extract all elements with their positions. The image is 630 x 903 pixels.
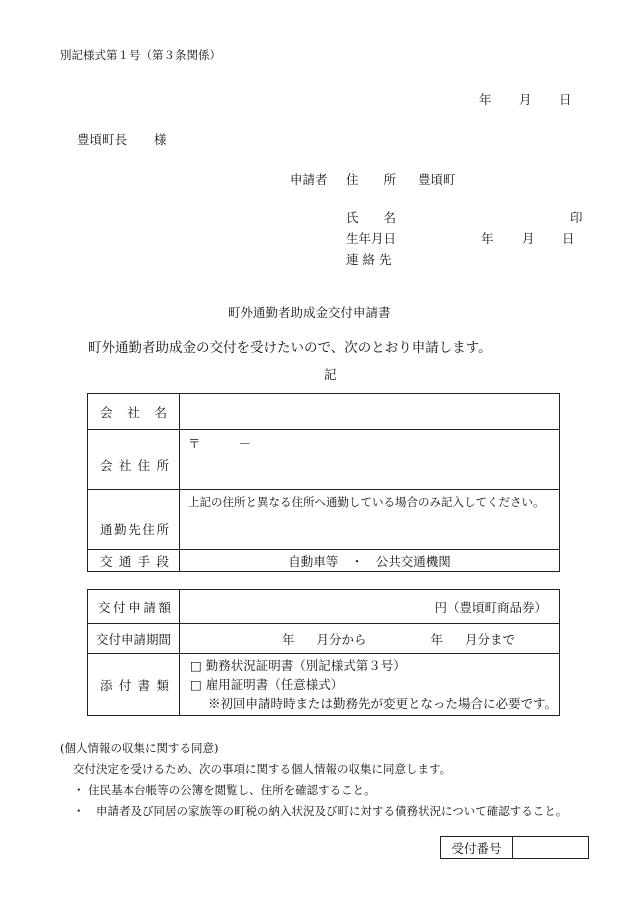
birthdate-label: 生年月日 — [346, 231, 397, 246]
seal-mark: 印 — [570, 210, 583, 225]
birth-day-label: 日 — [562, 231, 575, 246]
receipt-number-box — [440, 836, 589, 859]
amount-field[interactable]: 円（豊頃町商品券） — [180, 590, 560, 624]
receipt-number-field[interactable] — [513, 837, 589, 859]
postal-dash: － — [238, 436, 251, 451]
transport-options[interactable]: 自動車等 ・ 公共交通機関 — [180, 550, 560, 572]
table-row — [88, 624, 560, 654]
attachment-employment-certificate[interactable]: □ 雇用証明書（任意様式） — [190, 677, 344, 692]
period-from-year: 年 — [282, 631, 295, 647]
consent-item-tax: ・ 申請者及び同居の家族等の町税の納入状況及び町に対する債務状況について確認すること。 — [73, 804, 568, 818]
birth-year-label: 年 — [481, 231, 494, 246]
period-to-month: 月分まで — [464, 631, 515, 647]
attachments-label: 添 付 書 類 — [88, 654, 180, 716]
intro-sentence: 町外通勤者助成金の交付を受けたいので、次のとおり申請します。 — [88, 340, 492, 356]
attachments-field — [180, 654, 560, 716]
date-year-label: 年 — [479, 92, 492, 107]
table-row — [88, 654, 560, 716]
commute-address-field[interactable] — [180, 490, 560, 550]
addressee: 豊頃町長 — [77, 132, 128, 147]
contact-label: 連 絡 先 — [346, 252, 392, 267]
company-address-field[interactable] — [180, 430, 560, 490]
receipt-number-label: 受付番号 — [441, 837, 513, 859]
date-month-label: 月 — [519, 92, 532, 107]
transport-label: 交 通 手 段 — [88, 550, 180, 572]
addressee-honorific: 様 — [154, 132, 167, 147]
table-row — [88, 394, 560, 430]
table-row — [88, 430, 560, 490]
birth-month-label: 月 — [522, 231, 535, 246]
attachment-employment-status[interactable]: □ 勤務状況証明書（別記様式第３号） — [190, 658, 406, 673]
postal-mark: 〒 — [188, 436, 201, 451]
attachment-note: ※初回申請時時または勤務先が変更となった場合に必要です。 — [208, 696, 558, 711]
amount-label: 交 付 申 請 額 — [88, 590, 180, 624]
company-address-label: 会 社 住 所 — [88, 430, 180, 490]
consent-lead: 交付決定を受けるため、次の事項に関する個人情報の収集に同意します。 — [73, 762, 452, 776]
ki-mark: 記 — [324, 367, 337, 382]
consent-heading: (個人情報の収集に関する同意) — [60, 741, 219, 755]
table-row — [88, 590, 560, 624]
applicant-label: 申請者 — [290, 172, 328, 187]
period-from-month: 月分から — [316, 631, 367, 647]
commute-address-label: 通 勤 先 住 所 — [88, 490, 180, 550]
application-details-table — [87, 589, 560, 716]
commute-note: 上記の住所と異なる住所へ通勤している場合のみ記入してください。 — [188, 495, 545, 509]
table-row — [88, 490, 560, 550]
date-day-label: 日 — [559, 92, 572, 107]
address-label: 住 所 — [346, 172, 397, 187]
consent-item-address: ・ 住民基本台帳等の公簿を閲覧し、住所を確認すること。 — [73, 783, 376, 797]
address-value: 豊頃町 — [418, 172, 456, 187]
period-field[interactable] — [180, 624, 560, 654]
name-label: 氏 名 — [346, 210, 397, 225]
company-info-table — [87, 393, 560, 572]
company-name-field[interactable] — [180, 394, 560, 430]
form-reference: 別記様式第１号（第３条関係） — [60, 48, 221, 62]
period-to-year: 年 — [430, 631, 443, 647]
document-title: 町外通勤者助成金交付申請書 — [228, 305, 391, 320]
period-label: 交付申請期間 — [88, 624, 180, 654]
company-name-label: 会 社 名 — [88, 394, 180, 430]
table-row — [88, 550, 560, 572]
